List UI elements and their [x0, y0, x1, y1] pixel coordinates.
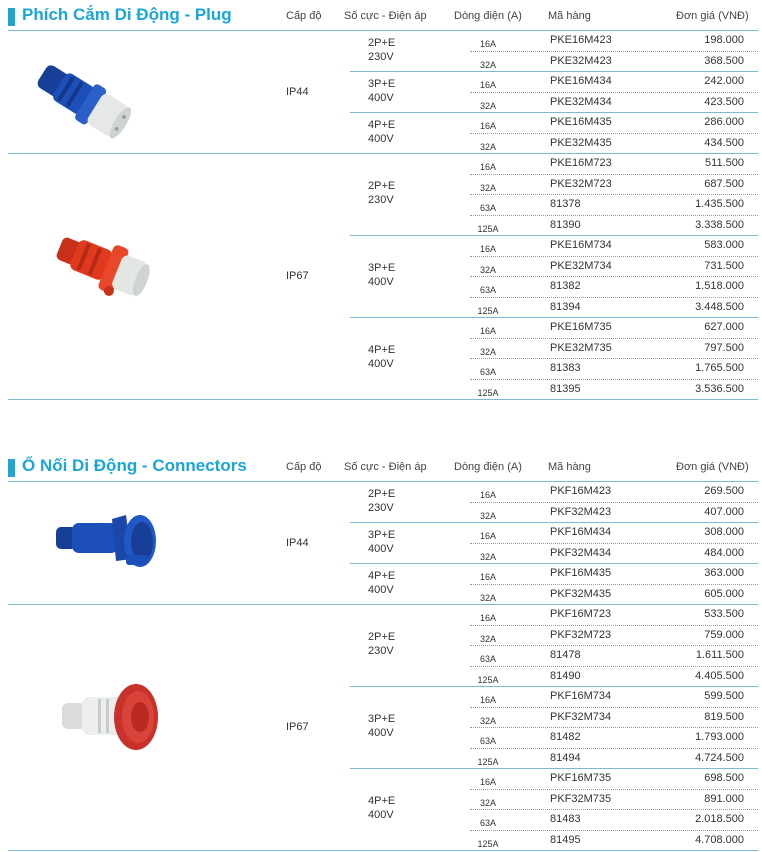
- price-cell: 4.405.500: [695, 669, 744, 682]
- product-code: 81482: [550, 731, 581, 743]
- price-cell: 698.500: [704, 772, 744, 784]
- price-cell: 627.000: [704, 321, 744, 333]
- red-connector-image: [58, 679, 162, 753]
- group-divider: [8, 850, 758, 851]
- protection-rating: IP44: [286, 536, 309, 549]
- product-code: 81495: [550, 833, 581, 846]
- row-separator: [470, 809, 758, 810]
- protection-rating: IP67: [286, 270, 309, 282]
- row-separator: [470, 194, 758, 195]
- product-code: PKF32M735: [550, 792, 612, 805]
- product-code: PKE16M435: [550, 116, 612, 128]
- price-cell: 533.500: [704, 608, 744, 620]
- price-cell: 242.000: [704, 75, 744, 87]
- current-cell: 125A: [477, 223, 499, 234]
- product-code: 81478: [550, 649, 581, 661]
- row-separator: [470, 133, 758, 134]
- price-cell: 511.500: [705, 157, 744, 169]
- product-code: PKE32M734: [550, 259, 612, 272]
- current-cell: 32A: [479, 346, 496, 357]
- price-cell: 434.500: [704, 136, 744, 149]
- product-code: PKF16M435: [550, 567, 612, 579]
- row-separator: [470, 748, 758, 749]
- price-cell: 1.611.500: [695, 649, 744, 661]
- current-cell: 16A: [479, 39, 496, 49]
- product-code: PKF16M735: [550, 772, 612, 784]
- row-separator: [470, 379, 758, 380]
- product-code: PKF32M434: [550, 546, 612, 559]
- voltage: 400V: [368, 542, 394, 555]
- price-cell: 3.448.500: [695, 300, 744, 313]
- product-code: PKE16M723: [550, 157, 612, 169]
- pole-count: 2P+E: [368, 631, 396, 643]
- pole-count: 4P+E: [368, 344, 396, 356]
- current-cell: 32A: [479, 592, 496, 603]
- current-cell: 16A: [479, 80, 496, 90]
- red-plug-image: [52, 228, 160, 304]
- voltage: 230V: [368, 50, 394, 63]
- price-cell: 1.518.000: [695, 280, 744, 292]
- row-separator: [470, 789, 758, 790]
- subgroup-divider: [350, 686, 758, 687]
- header-price: Đơn giá (VNĐ): [676, 10, 749, 22]
- row-separator: [470, 502, 758, 503]
- header-poles-voltage: Số cực - Điện áp: [344, 10, 427, 22]
- pole-count: 4P+E: [368, 795, 396, 807]
- voltage: 400V: [368, 583, 394, 596]
- price-cell: 407.000: [704, 505, 744, 518]
- current-cell: 16A: [479, 777, 496, 787]
- current-cell: 125A: [477, 674, 499, 685]
- price-cell: 759.000: [704, 628, 744, 641]
- product-code: PKE32M723: [550, 177, 612, 190]
- price-cell: 308.000: [704, 526, 744, 538]
- current-cell: 32A: [479, 510, 496, 521]
- current-cell: 16A: [479, 695, 496, 705]
- current-cell: 32A: [479, 633, 496, 644]
- product-code: 81382: [550, 280, 581, 292]
- product-code: 81383: [550, 362, 581, 374]
- current-cell: 63A: [479, 285, 496, 295]
- product-code: PKF16M434: [550, 526, 612, 538]
- current-cell: 16A: [479, 326, 496, 336]
- price-cell: 731.500: [704, 259, 744, 272]
- current-cell: 32A: [479, 100, 496, 111]
- section-marker: [8, 8, 15, 26]
- section-marker: [8, 459, 15, 477]
- header-price: Đơn giá (VNĐ): [676, 461, 749, 473]
- row-separator: [470, 584, 758, 585]
- plug-section: [0, 6, 762, 401]
- row-separator: [470, 256, 758, 257]
- product-code: PKE32M735: [550, 341, 612, 354]
- price-cell: 198.000: [704, 34, 744, 46]
- price-cell: 687.500: [704, 177, 744, 190]
- price-cell: 605.000: [704, 587, 744, 600]
- price-cell: 3.338.500: [695, 218, 744, 231]
- row-separator: [470, 543, 758, 544]
- blue-plug-image: [30, 58, 140, 146]
- header-poles-voltage: Số cực - Điện áp: [344, 461, 427, 473]
- protection-rating: IP44: [286, 85, 309, 98]
- current-cell: 16A: [479, 531, 496, 541]
- price-cell: 363.000: [704, 567, 744, 579]
- plug-section-title: Phích Cắm Di Động - Plug: [22, 5, 232, 24]
- current-cell: 125A: [477, 387, 499, 398]
- price-cell: 1.793.000: [695, 731, 744, 743]
- row-separator: [470, 276, 758, 277]
- price-cell: 1.765.500: [695, 362, 744, 374]
- row-separator: [470, 727, 758, 728]
- pole-count: 4P+E: [368, 569, 396, 582]
- product-code: PKE32M434: [550, 95, 612, 108]
- current-cell: 32A: [479, 141, 496, 152]
- pole-count: 2P+E: [368, 487, 396, 500]
- current-cell: 32A: [479, 264, 496, 275]
- current-cell: 32A: [479, 551, 496, 562]
- current-cell: 63A: [479, 367, 496, 377]
- current-cell: 16A: [479, 613, 496, 623]
- blue-connector-image: [52, 509, 162, 575]
- header-code: Mã hàng: [548, 461, 591, 473]
- current-cell: 63A: [479, 736, 496, 746]
- product-code: PKF16M423: [550, 485, 612, 497]
- header-protection: Cấp độ: [286, 10, 322, 22]
- price-cell: 1.435.500: [695, 198, 744, 210]
- pole-count: 3P+E: [368, 262, 396, 274]
- product-code: 81483: [550, 813, 581, 825]
- row-separator: [470, 707, 758, 708]
- row-separator: [470, 215, 758, 216]
- subgroup-divider: [350, 112, 758, 113]
- current-cell: 125A: [477, 838, 499, 849]
- product-code: 81490: [550, 669, 581, 682]
- product-code: 81378: [550, 198, 581, 210]
- protection-rating: IP67: [286, 721, 309, 733]
- current-cell: 16A: [479, 162, 496, 172]
- voltage: 400V: [368, 358, 394, 370]
- subgroup-divider: [350, 563, 758, 564]
- row-separator: [470, 297, 758, 298]
- row-separator: [470, 830, 758, 831]
- group-divider: [8, 604, 758, 605]
- group-divider: [8, 399, 758, 400]
- product-code: PKF32M423: [550, 505, 612, 518]
- section-top-rule: [8, 30, 758, 31]
- current-cell: 32A: [479, 715, 496, 726]
- price-cell: 368.500: [704, 54, 744, 67]
- current-cell: 16A: [479, 490, 496, 500]
- voltage: 400V: [368, 809, 394, 821]
- pole-count: 3P+E: [368, 713, 396, 725]
- price-cell: 2.018.500: [695, 813, 744, 825]
- product-code: PKF32M435: [550, 587, 612, 600]
- price-cell: 269.500: [704, 485, 744, 497]
- product-code: PKF16M734: [550, 690, 612, 702]
- row-separator: [470, 174, 758, 175]
- connector-section-title: Ổ Nối Di Động - Connectors: [22, 456, 247, 475]
- price-cell: 484.000: [704, 546, 744, 559]
- row-separator: [470, 625, 758, 626]
- subgroup-divider: [350, 768, 758, 769]
- price-cell: 3.536.500: [695, 382, 744, 395]
- pole-count: 4P+E: [368, 118, 396, 131]
- current-cell: 63A: [479, 203, 496, 213]
- voltage: 400V: [368, 727, 394, 739]
- price-cell: 891.000: [704, 792, 744, 805]
- price-cell: 423.500: [704, 95, 744, 108]
- product-code: PKE32M423: [550, 54, 612, 67]
- pole-count: 3P+E: [368, 528, 396, 541]
- product-code: 81494: [550, 751, 581, 764]
- current-cell: 63A: [479, 654, 496, 664]
- pole-count: 2P+E: [368, 180, 396, 192]
- subgroup-divider: [350, 235, 758, 236]
- subgroup-divider: [350, 71, 758, 72]
- current-cell: 32A: [479, 182, 496, 193]
- pole-count: 2P+E: [368, 36, 396, 49]
- row-separator: [470, 51, 758, 52]
- row-separator: [470, 92, 758, 93]
- header-current: Dòng điện (A): [454, 10, 522, 22]
- header-protection: Cấp độ: [286, 461, 322, 473]
- row-separator: [470, 666, 758, 667]
- pole-count: 3P+E: [368, 77, 396, 90]
- connector-section-header: [0, 457, 762, 481]
- price-cell: 4.724.500: [695, 751, 744, 764]
- product-code: PKE16M423: [550, 34, 612, 46]
- voltage: 230V: [368, 194, 394, 206]
- price-cell: 599.500: [704, 690, 744, 702]
- row-separator: [470, 645, 758, 646]
- product-code: 81390: [550, 218, 581, 231]
- product-code: 81395: [550, 382, 581, 395]
- row-separator: [470, 338, 758, 339]
- product-code: PKF16M723: [550, 608, 612, 620]
- current-cell: 16A: [479, 121, 496, 131]
- current-cell: 32A: [479, 59, 496, 70]
- current-cell: 125A: [477, 756, 499, 767]
- current-cell: 125A: [477, 305, 499, 316]
- product-code: PKE16M734: [550, 239, 612, 251]
- subgroup-divider: [350, 317, 758, 318]
- current-cell: 63A: [479, 818, 496, 828]
- price-cell: 797.500: [704, 341, 744, 354]
- voltage: 400V: [368, 91, 394, 104]
- product-code: PKE16M434: [550, 75, 612, 87]
- plug-section-header: [0, 6, 762, 30]
- product-code: 81394: [550, 300, 581, 313]
- subgroup-divider: [350, 522, 758, 523]
- header-code: Mã hàng: [548, 10, 591, 22]
- voltage: 400V: [368, 276, 394, 288]
- current-cell: 16A: [479, 572, 496, 582]
- price-cell: 583.000: [704, 239, 744, 251]
- price-cell: 819.500: [704, 710, 744, 723]
- price-cell: 4.708.000: [695, 833, 744, 846]
- voltage: 230V: [368, 645, 394, 657]
- product-code: PKE32M435: [550, 136, 612, 149]
- product-code: PKF32M734: [550, 710, 612, 723]
- product-code: PKF32M723: [550, 628, 612, 641]
- section-top-rule: [8, 481, 758, 482]
- header-current: Dòng điện (A): [454, 461, 522, 473]
- voltage: 400V: [368, 132, 394, 145]
- price-cell: 286.000: [704, 116, 744, 128]
- current-cell: 16A: [479, 244, 496, 254]
- voltage: 230V: [368, 501, 394, 514]
- row-separator: [470, 358, 758, 359]
- product-code: PKE16M735: [550, 321, 612, 333]
- group-divider: [8, 153, 758, 154]
- current-cell: 32A: [479, 797, 496, 808]
- connector-section: [0, 457, 762, 852]
